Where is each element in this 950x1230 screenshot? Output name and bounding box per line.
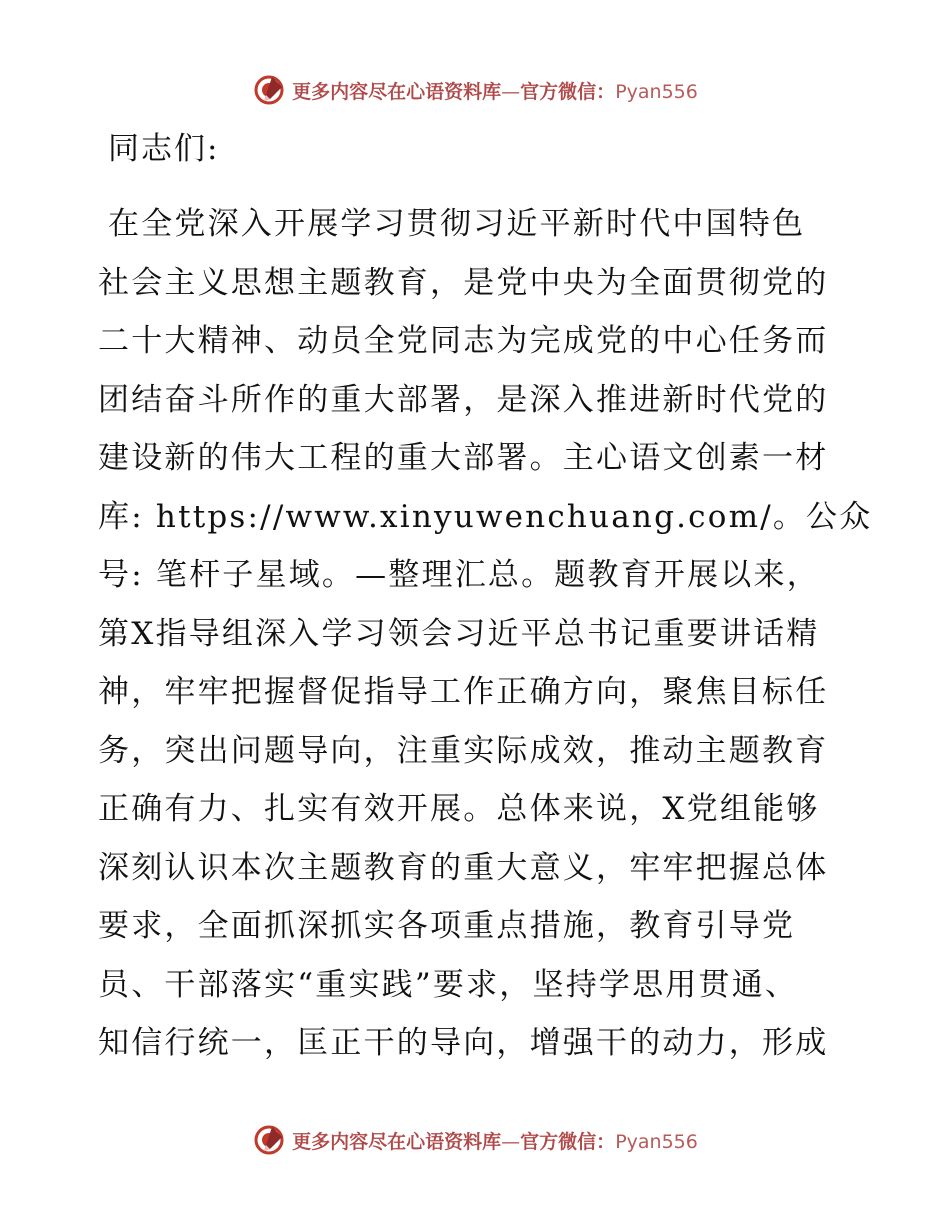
body-line: 务，突出问题导向，注重实际成效，推动主题教育	[98, 732, 829, 769]
body-line: 号: 笔杆子星域。—整理汇总。题教育开展以来，	[98, 557, 820, 593]
header-wechat-id: Pyan556	[615, 80, 698, 103]
body-line: 员、干部落实“重实践”要求，坚持学思用贯通、	[98, 966, 799, 1003]
body-line: 社会主义思想主题教育，是党中央为全面贯彻党的	[98, 264, 829, 301]
body-line: 二十大精神、动员全党同志为完成党的中心任务而	[98, 323, 829, 359]
body-line: 在全党深入开展学习贯彻习近平新时代中国特色	[108, 206, 806, 242]
footer-wechat-label: 官方微信：	[520, 1130, 616, 1153]
body-line: 深刻认识本次主题教育的重大意义，牢牢把握总体	[98, 849, 829, 886]
body-line: 团结奋斗所作的重大部署，是深入推进新时代党的	[98, 381, 829, 418]
body-line: 正确有力、扎实有效开展。总体来说，X党组能够	[98, 791, 820, 827]
footer-banner	[0, 1120, 950, 1160]
pen-logo-icon	[252, 1123, 286, 1157]
footer-wechat-id: Pyan556	[615, 1130, 698, 1153]
document-body	[98, 195, 873, 1073]
footer-site-text: 更多内容尽在心语资料库	[292, 1130, 502, 1153]
body-line: 建设新的伟大工程的重大部署。主心语文创素一材	[98, 440, 829, 476]
header-separator: —	[501, 80, 521, 103]
body-line: 知信行统一，匡正干的导向，增强干的动力，形成	[98, 1025, 829, 1061]
body-line: 库: https://www.xinyuwenchuang.com/。公众	[98, 498, 873, 535]
footer-separator: —	[501, 1130, 521, 1153]
header-banner-text	[292, 77, 698, 104]
pen-logo-icon	[252, 73, 286, 107]
salutation: 同志们:	[108, 131, 220, 167]
header-banner	[0, 70, 950, 110]
body-line: 神，牢牢把握督促指导工作正确方向，聚焦目标任	[98, 674, 829, 710]
header-site-text: 更多内容尽在心语资料库	[292, 80, 502, 103]
header-wechat-label: 官方微信：	[520, 80, 616, 103]
body-line: 要求，全面抓深抓实各项重点措施，教育引导党	[98, 908, 796, 944]
body-line: 第X指导组深入学习领会习近平总书记重要讲话精	[98, 615, 820, 652]
footer-banner-text	[292, 1127, 698, 1154]
